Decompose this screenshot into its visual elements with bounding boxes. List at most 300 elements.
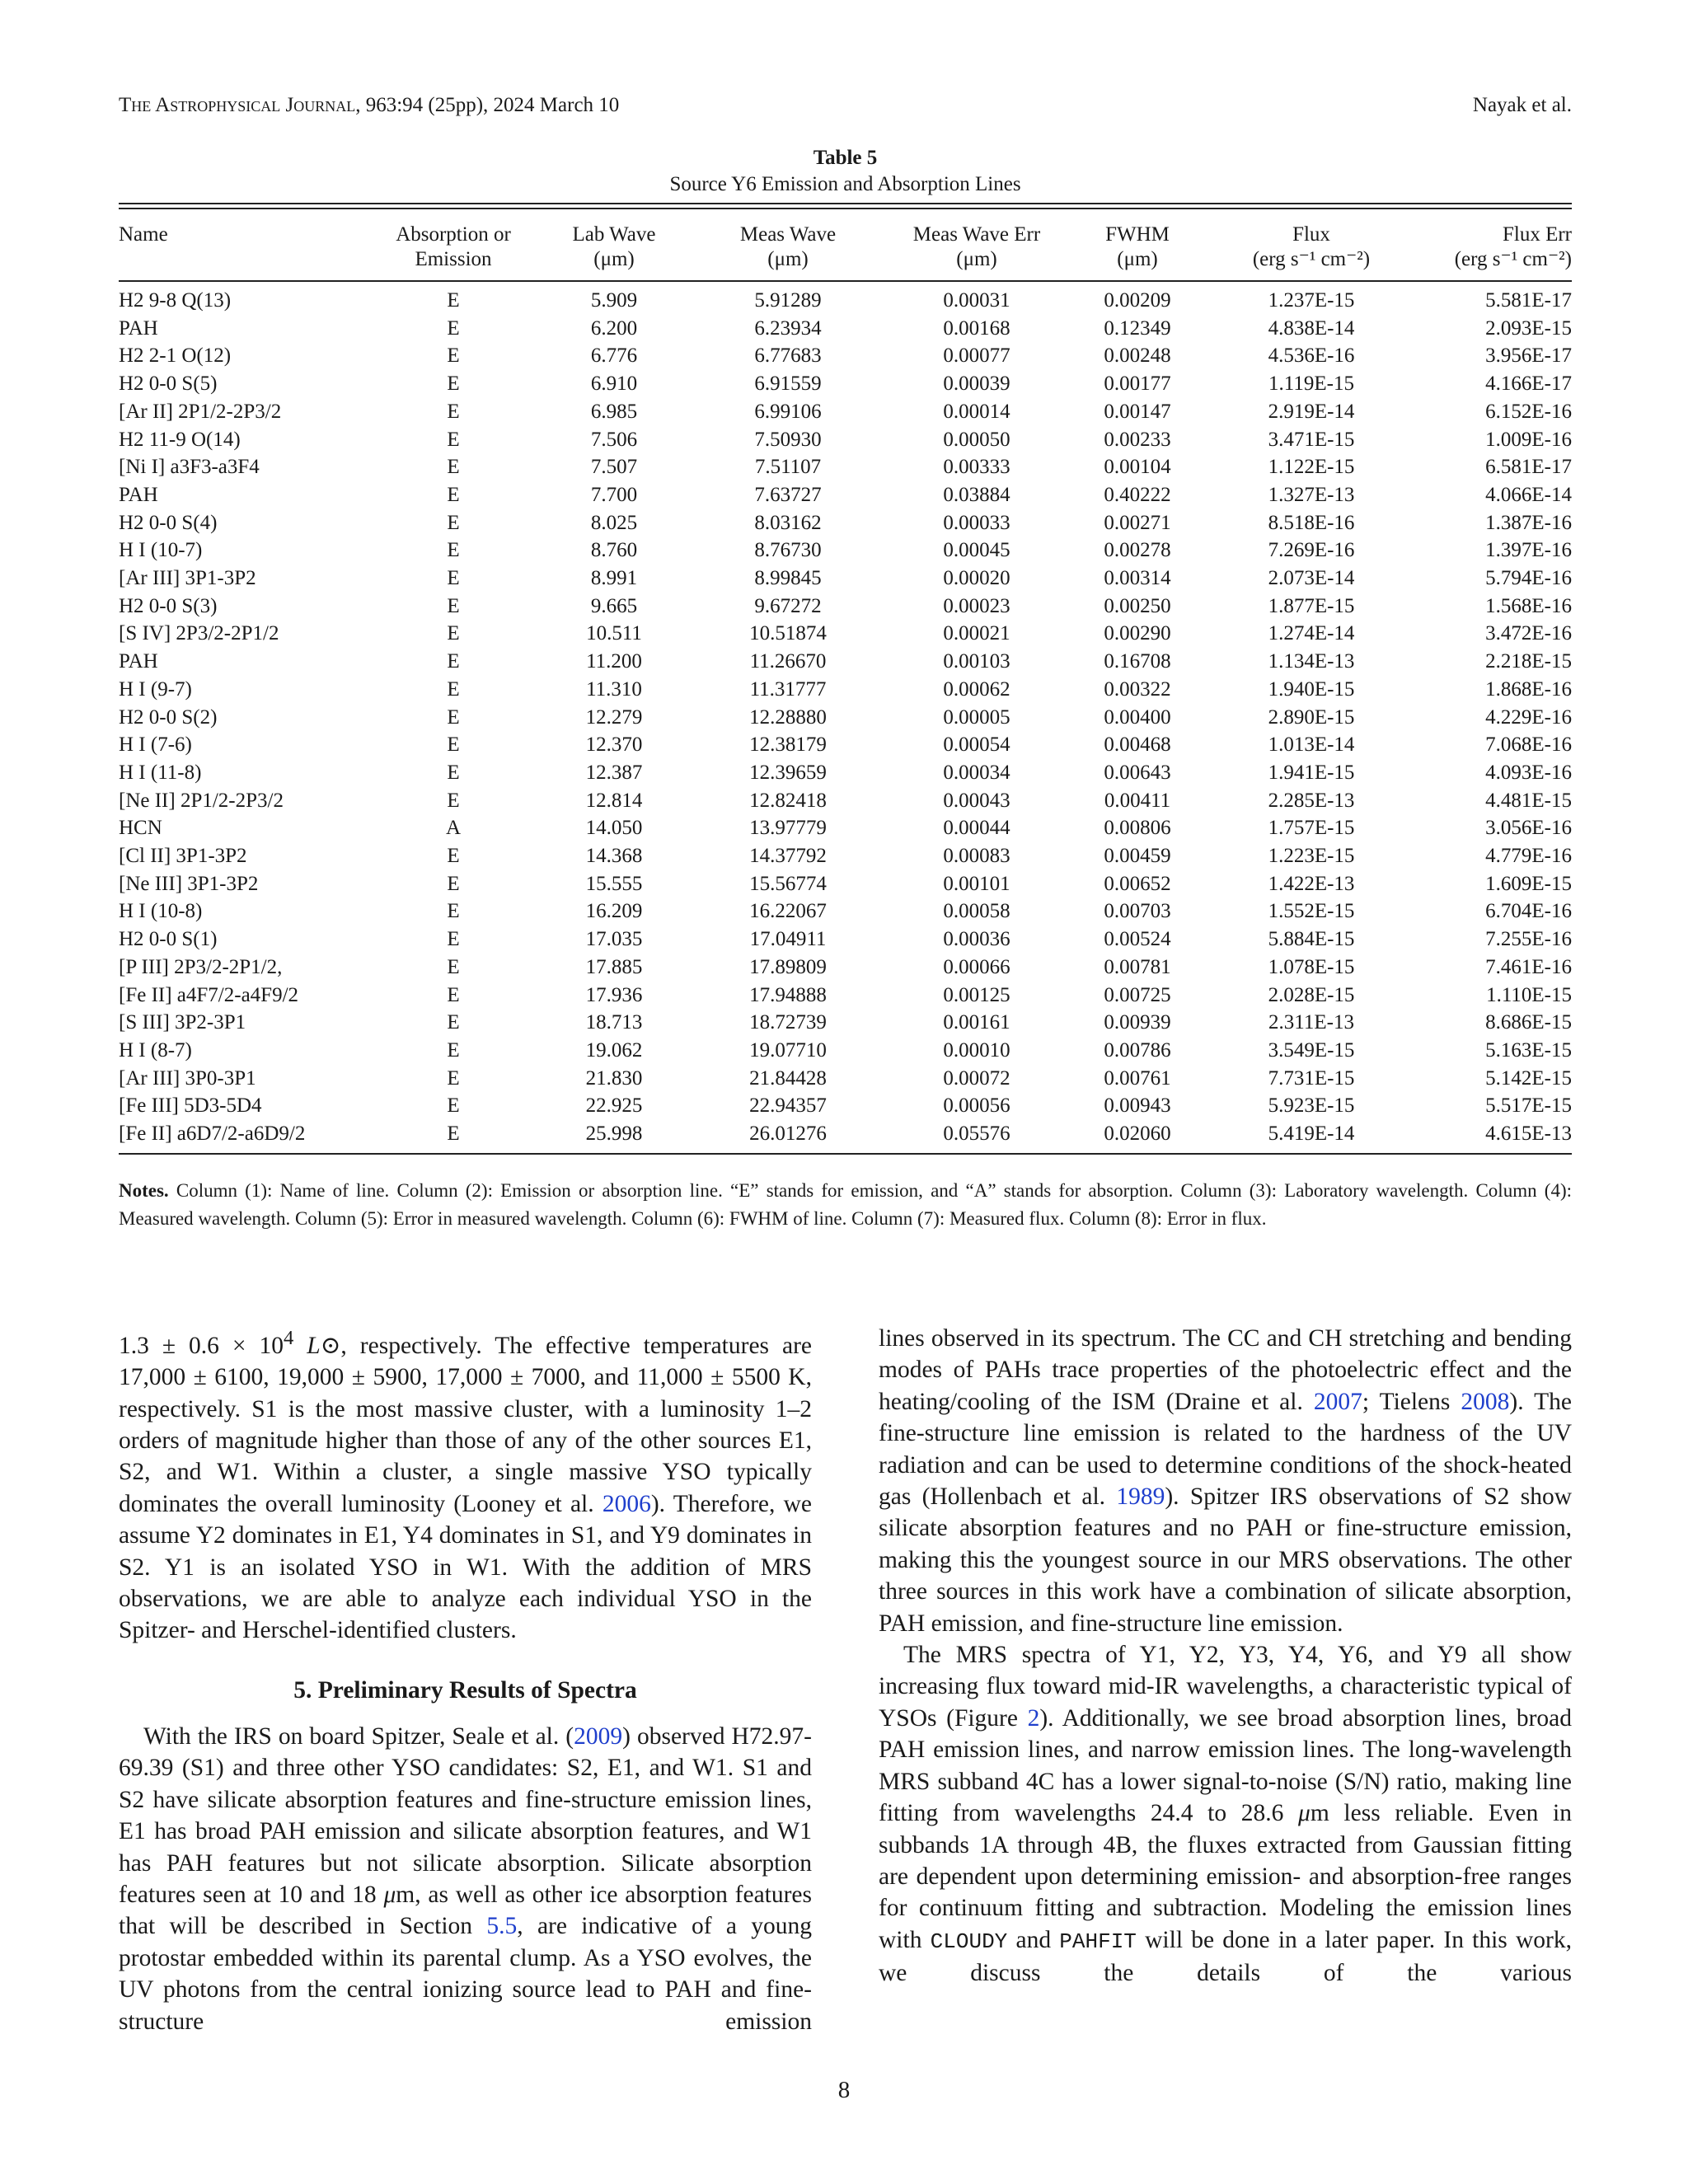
- fwhm-cell: 0.00322: [1104, 677, 1171, 701]
- table-row: [119, 281, 1572, 315]
- line-type-cell: E: [447, 983, 460, 1006]
- line-name-cell: [Ar II] 2P1/2-2P3/2: [119, 400, 282, 423]
- flux-cell: 4.536E-16: [1268, 344, 1355, 368]
- column-header-label: Name: [119, 223, 168, 246]
- citation-link[interactable]: 2: [1027, 1704, 1040, 1732]
- meas-wave-err-cell: 0.03884: [943, 483, 1010, 506]
- line-type-cell: E: [447, 511, 460, 534]
- meas-wave-err-cell: 0.00005: [943, 705, 1010, 729]
- meas-wave-err-cell: 0.00020: [943, 567, 1010, 590]
- meas-wave-cell: 17.94888: [749, 983, 827, 1006]
- meas-wave-cell: 6.23934: [754, 316, 822, 340]
- fwhm-cell: 0.00725: [1104, 983, 1171, 1006]
- meas-wave-err-cell: 0.00062: [943, 677, 1010, 701]
- meas-wave-cell: 12.38179: [749, 733, 827, 757]
- line-name-cell: PAH: [119, 483, 158, 506]
- line-name-cell: [Fe II] a4F7/2-a4F9/2: [119, 983, 299, 1006]
- fwhm-cell: 0.00781: [1104, 955, 1171, 978]
- table-header-row: [119, 209, 1572, 281]
- fwhm-cell: 0.40222: [1104, 483, 1171, 506]
- flux-cell: 8.518E-16: [1268, 511, 1355, 534]
- meas-wave-cell: 11.31777: [749, 677, 827, 701]
- flux-err-cell: 3.956E-17: [1485, 344, 1572, 368]
- meas-wave-cell: 14.37792: [749, 845, 827, 868]
- flux-err-cell: 7.461E-16: [1485, 955, 1572, 978]
- line-type-cell: E: [447, 289, 460, 312]
- lab-wave-cell: 12.370: [585, 733, 643, 757]
- text-run: The MRS spectra of Y1, Y2, Y3, Y4, Y6, and Y9 all show increasing flux toward mid-IR wavelengths, a characteristic typical of YSOs (Figure: [879, 1642, 1572, 1732]
- line-name-cell: [Cl II] 3P1-3P2: [119, 845, 247, 868]
- column-header-label: Lab Wave: [572, 223, 656, 246]
- table-body: [119, 281, 1572, 1148]
- flux-err-cell: 7.068E-16: [1485, 733, 1572, 757]
- italic-symbol: μ: [383, 1881, 396, 1908]
- meas-wave-err-cell: 0.00014: [943, 400, 1010, 423]
- fwhm-cell: 0.00459: [1104, 845, 1171, 868]
- flux-cell: 1.078E-15: [1268, 955, 1355, 978]
- meas-wave-cell: 5.91289: [754, 289, 822, 312]
- line-type-cell: E: [447, 1094, 460, 1118]
- meas-wave-cell: 18.72739: [749, 1011, 827, 1034]
- fwhm-cell: 0.00943: [1104, 1094, 1171, 1118]
- line-type-cell: E: [447, 400, 460, 423]
- meas-wave-cell: 11.26670: [749, 650, 827, 673]
- meas-wave-err-cell: 0.00039: [943, 373, 1010, 396]
- flux-cell: 2.890E-15: [1268, 705, 1355, 729]
- flux-cell: 3.549E-15: [1268, 1038, 1355, 1062]
- flux-err-cell: 5.142E-15: [1485, 1066, 1572, 1090]
- flux-cell: 1.552E-15: [1268, 900, 1355, 923]
- line-name-cell: H I (9-7): [119, 677, 192, 701]
- fwhm-cell: 0.00468: [1104, 733, 1171, 757]
- meas-wave-err-cell: 0.00103: [943, 650, 1010, 673]
- table-row: [119, 537, 1572, 565]
- table-row: [119, 565, 1572, 593]
- meas-wave-cell: 19.07710: [749, 1038, 827, 1062]
- column-header-unit: (erg s⁻¹ cm⁻²): [1252, 248, 1371, 270]
- table-row: [119, 648, 1572, 676]
- paragraph: [879, 1639, 1572, 1989]
- table-row: [119, 620, 1572, 648]
- line-name-cell: H2 0-0 S(4): [119, 511, 218, 534]
- text-run: ). The fine-structure line emission is related to the hardness of the UV radiation and can be used to determine conditions of the shock-heated gas (Hollenbach et al.: [879, 1388, 1572, 1511]
- lab-wave-cell: 14.050: [585, 817, 643, 840]
- citation: , 963:94 (25pp), 2024 March 10: [355, 94, 620, 116]
- flux-err-cell: 4.093E-16: [1485, 761, 1572, 784]
- line-name-cell: PAH: [119, 650, 158, 673]
- line-name-cell: H2 0-0 S(5): [119, 373, 218, 396]
- table-number: Table 5: [813, 147, 878, 169]
- flux-cell: 1.327E-13: [1268, 483, 1355, 506]
- fwhm-cell: 0.00147: [1104, 400, 1171, 423]
- line-name-cell: [Ne II] 2P1/2-2P3/2: [119, 789, 284, 812]
- citation-link[interactable]: 5.5: [486, 1913, 518, 1940]
- lab-wave-cell: 17.885: [585, 955, 643, 978]
- meas-wave-err-cell: 0.00044: [943, 817, 1010, 840]
- line-name-cell: H I (8-7): [119, 1038, 192, 1062]
- line-name-cell: H I (11-8): [119, 761, 202, 784]
- table-row: [119, 453, 1572, 481]
- flux-err-cell: 6.152E-16: [1485, 400, 1572, 423]
- table-row: [119, 704, 1572, 732]
- text-run: will be done in a later paper. In this work, we discuss the details of the various: [879, 1926, 1572, 1987]
- column-header-unit: (μm): [956, 248, 997, 270]
- table-row: [119, 787, 1572, 815]
- fwhm-cell: 0.00278: [1104, 539, 1171, 562]
- flux-cell: 1.237E-15: [1268, 289, 1355, 312]
- meas-wave-cell: 26.01276: [749, 1122, 827, 1146]
- meas-wave-cell: 15.56774: [749, 872, 827, 895]
- table-caption: Source Y6 Emission and Absorption Lines: [669, 173, 1021, 195]
- lab-wave-cell: 5.909: [590, 289, 638, 312]
- flux-err-cell: 4.779E-16: [1485, 845, 1572, 868]
- line-name-cell: H I (10-7): [119, 539, 203, 562]
- meas-wave-cell: 17.04911: [749, 928, 827, 951]
- flux-cell: 3.471E-15: [1268, 428, 1355, 451]
- meas-wave-err-cell: 0.00161: [943, 1011, 1010, 1034]
- flux-err-cell: 5.794E-16: [1485, 567, 1572, 590]
- meas-wave-cell: 10.51874: [749, 622, 827, 645]
- table-row: [119, 759, 1572, 787]
- line-type-cell: E: [447, 650, 460, 673]
- line-type-cell: E: [447, 316, 460, 340]
- paragraph: [879, 1323, 1572, 1639]
- flux-err-cell: 1.397E-16: [1485, 539, 1572, 562]
- line-type-cell: E: [447, 539, 460, 562]
- table-row: [119, 676, 1572, 704]
- line-name-cell: H2 0-0 S(3): [119, 594, 218, 617]
- table-container: [119, 203, 1572, 1155]
- flux-cell: 1.122E-15: [1268, 456, 1355, 479]
- body-column-left: [119, 1323, 812, 2037]
- column-header-unit: (μm): [767, 248, 809, 270]
- flux-err-cell: 2.218E-15: [1485, 650, 1572, 673]
- lab-wave-cell: 10.511: [586, 622, 642, 645]
- fwhm-cell: 0.00271: [1104, 511, 1171, 534]
- line-type-cell: E: [447, 789, 460, 812]
- lab-wave-cell: 8.025: [590, 511, 638, 534]
- flux-cell: 1.134E-13: [1268, 650, 1355, 673]
- flux-err-cell: 7.255E-16: [1485, 928, 1572, 951]
- meas-wave-err-cell: 0.00072: [943, 1066, 1010, 1090]
- line-name-cell: H I (7-6): [119, 733, 192, 757]
- line-type-cell: E: [447, 456, 460, 479]
- table-row: [119, 342, 1572, 370]
- line-type-cell: A: [445, 817, 462, 840]
- fwhm-cell: 0.16708: [1104, 650, 1171, 673]
- notes-text: Column (1): Name of line. Column (2): Emission or absorption line. “E” stands for emission, and “A” stands for absorption. Column (3): Laboratory wavelength. Column (4): Measured wavelength. Column (5): Error in measured wavelength. Column (6): FWHM of line. Column (7): Measured flux. Column (8): Error in flux.: [119, 1180, 1572, 1229]
- flux-cell: 7.731E-15: [1268, 1066, 1355, 1090]
- table-row: [119, 842, 1572, 870]
- fwhm-cell: 0.00400: [1104, 705, 1171, 729]
- meas-wave-err-cell: 0.00066: [943, 955, 1010, 978]
- meas-wave-err-cell: 0.00083: [943, 845, 1010, 868]
- column-header: [889, 209, 1065, 281]
- emission-lines-table: [119, 209, 1572, 1148]
- meas-wave-err-cell: 0.00031: [943, 289, 1010, 312]
- meas-wave-cell: 22.94357: [749, 1094, 827, 1118]
- code-name: CLOUDY: [930, 1929, 1008, 1954]
- lab-wave-cell: 12.279: [585, 705, 643, 729]
- lab-wave-cell: 15.555: [585, 872, 643, 895]
- table-row: [119, 509, 1572, 537]
- lab-wave-cell: 7.700: [590, 483, 638, 506]
- flux-cell: 7.269E-16: [1268, 539, 1355, 562]
- fwhm-cell: 0.00939: [1104, 1011, 1171, 1034]
- meas-wave-err-cell: 0.05576: [943, 1122, 1010, 1146]
- table-row: [119, 898, 1572, 926]
- meas-wave-cell: 6.91559: [754, 373, 822, 396]
- section-heading: 5. Preliminary Results of Spectra: [293, 1676, 637, 1704]
- column-header: [1210, 209, 1413, 281]
- column-header-label: Flux Err: [1502, 223, 1572, 246]
- line-type-cell: E: [447, 928, 460, 951]
- fwhm-cell: 0.00314: [1104, 567, 1171, 590]
- meas-wave-cell: 12.82418: [749, 789, 827, 812]
- text-run: m less reliable. Even in subbands 1A through 4B, the fluxes extracted from Gaussian fitting are dependent upon determining emission- and absorption-free ranges for continuum fitting and subtraction. Modeling the emission lines with: [879, 1800, 1573, 1953]
- flux-err-cell: 2.093E-15: [1485, 316, 1572, 340]
- line-name-cell: H2 11-9 O(14): [119, 428, 241, 451]
- notes-label: Notes.: [119, 1180, 169, 1201]
- line-name-cell: [Ni I] a3F3-a3F4: [119, 456, 260, 479]
- fwhm-cell: 0.00290: [1104, 622, 1171, 645]
- table-row: [119, 926, 1572, 954]
- body-column-right: [879, 1323, 1572, 1990]
- flux-err-cell: 1.568E-16: [1485, 594, 1572, 617]
- fwhm-cell: 0.00643: [1104, 761, 1171, 784]
- flux-err-cell: 1.868E-16: [1485, 677, 1572, 701]
- meas-wave-cell: 8.03162: [754, 511, 822, 534]
- table-row: [119, 870, 1572, 898]
- citation-link[interactable]: 2007: [1313, 1388, 1362, 1415]
- fwhm-cell: 0.12349: [1104, 316, 1171, 340]
- meas-wave-err-cell: 0.00125: [943, 983, 1010, 1006]
- meas-wave-cell: 8.76730: [754, 539, 822, 562]
- flux-cell: 1.119E-15: [1268, 373, 1354, 396]
- code-name: PAHFIT: [1059, 1929, 1137, 1954]
- table-row: [119, 481, 1572, 509]
- fwhm-cell: 0.00233: [1104, 428, 1171, 451]
- meas-wave-err-cell: 0.00021: [943, 622, 1010, 645]
- meas-wave-err-cell: 0.00077: [943, 344, 1010, 368]
- meas-wave-err-cell: 0.00033: [943, 511, 1010, 534]
- meas-wave-err-cell: 0.00168: [943, 316, 1010, 340]
- column-header-unit: (μm): [593, 248, 635, 270]
- line-name-cell: [Ar III] 3P1-3P2: [119, 567, 256, 590]
- line-name-cell: H2 2-1 O(12): [119, 344, 232, 368]
- text-run: ). Spitzer IRS observations of S2 show silicate absorption features and no PAH or fine-structure emission, making this the youngest source in our MRS observations. The other three sources in this work have a combination of silicate absorption, PAH emission, and fine-structure line emission.: [879, 1483, 1572, 1637]
- line-name-cell: H2 0-0 S(2): [119, 705, 218, 729]
- meas-wave-cell: 6.77683: [754, 344, 822, 368]
- citation-link[interactable]: 2008: [1461, 1388, 1510, 1415]
- table-row: [119, 1120, 1572, 1148]
- flux-err-cell: 4.166E-17: [1485, 373, 1572, 396]
- line-type-cell: E: [447, 428, 460, 451]
- journal-citation: [119, 94, 619, 117]
- flux-cell: 2.311E-13: [1268, 1011, 1354, 1034]
- lab-wave-cell: 17.035: [585, 928, 643, 951]
- meas-wave-err-cell: 0.00054: [943, 733, 1010, 757]
- meas-wave-err-cell: 0.00333: [943, 456, 1010, 479]
- italic-symbol: L: [307, 1332, 321, 1359]
- flux-err-cell: 1.110E-15: [1486, 983, 1572, 1006]
- table-row: [119, 954, 1572, 982]
- table-row: [119, 1065, 1572, 1093]
- meas-wave-err-cell: 0.00056: [943, 1094, 1010, 1118]
- meas-wave-err-cell: 0.00036: [943, 928, 1010, 951]
- lab-wave-cell: 8.991: [590, 567, 638, 590]
- table-row: [119, 1037, 1572, 1065]
- flux-cell: 1.941E-15: [1268, 761, 1355, 784]
- line-type-cell: E: [447, 1066, 460, 1090]
- fwhm-cell: 0.00524: [1104, 928, 1171, 951]
- text-run: lines observed in its spectrum. The CC and CH stretching and bending modes of PAHs trace properties of the photoelectric effect and the heating/cooling of the ISM (Draine et al.: [879, 1325, 1572, 1415]
- flux-cell: 4.838E-14: [1268, 316, 1355, 340]
- lab-wave-cell: 12.387: [585, 761, 643, 784]
- citation-link[interactable]: 2006: [602, 1490, 651, 1517]
- meas-wave-cell: 7.51107: [754, 456, 822, 479]
- meas-wave-cell: 7.63727: [754, 483, 822, 506]
- line-name-cell: H I (10-8): [119, 900, 203, 923]
- lab-wave-cell: 6.910: [590, 373, 638, 396]
- column-header: [687, 209, 889, 281]
- flux-cell: 2.285E-13: [1268, 789, 1355, 812]
- column-header-unit: Emission: [415, 248, 492, 270]
- fwhm-cell: 0.00248: [1104, 344, 1171, 368]
- fwhm-cell: 0.00786: [1104, 1038, 1171, 1062]
- table-bottom-rule: [119, 1153, 1572, 1155]
- line-type-cell: E: [447, 622, 460, 645]
- table-row: [119, 315, 1572, 343]
- text-run: ). Additionally, we see broad absorption lines, broad PAH emission lines, and narrow emission lines. The long-wavelength MRS subband 4C has a lower signal-to-noise (S/N) ratio, making line fitting from wavelengths 24.4 to 28.6: [879, 1704, 1572, 1827]
- meas-wave-cell: 7.50930: [754, 428, 822, 451]
- fwhm-cell: 0.00250: [1104, 594, 1171, 617]
- lab-wave-cell: 11.310: [586, 677, 642, 701]
- meas-wave-cell: 12.28880: [749, 705, 827, 729]
- meas-wave-cell: 17.89809: [749, 955, 827, 978]
- line-type-cell: E: [447, 845, 460, 868]
- line-name-cell: [Ne III] 3P1-3P2: [119, 872, 259, 895]
- text-run: , are indicative of a young protostar embedded within its parental clump. As a YSO evolves, the UV photons from the central ionizing source lead to PAH and fine-structure emission: [119, 1913, 813, 2035]
- fwhm-cell: 0.00177: [1104, 373, 1171, 396]
- column-header-label: Meas Wave: [739, 223, 837, 246]
- flux-err-cell: 5.163E-15: [1485, 1038, 1572, 1062]
- flux-cell: 5.923E-15: [1268, 1094, 1355, 1118]
- fwhm-cell: 0.02060: [1104, 1122, 1171, 1146]
- table-row: [119, 593, 1572, 621]
- fwhm-cell: 0.00761: [1104, 1066, 1171, 1090]
- table-row: [119, 982, 1572, 1010]
- lab-wave-cell: 16.209: [585, 900, 643, 923]
- fwhm-cell: 0.00806: [1104, 817, 1171, 840]
- text-run: ⊙, respectively. The effective temperatures are 17,000 ± 6100, 19,000 ± 5900, 17,000 ± 7000, and 11,000 ± 5500 K, respectively. S1 is the most massive cluster, with a luminosity 1–2 orders of magnitude higher than those of any of the other sources E1, S2, and W1. Within a cluster, a single massive YSO typically dominates the overall luminosity (Looney et al.: [119, 1332, 813, 1517]
- table-row: [119, 1092, 1572, 1120]
- line-type-cell: E: [447, 1122, 460, 1146]
- lab-wave-cell: 19.062: [585, 1038, 643, 1062]
- flux-err-cell: 4.481E-15: [1485, 789, 1572, 812]
- meas-wave-cell: 6.99106: [754, 400, 822, 423]
- table-row: [119, 1009, 1572, 1037]
- column-header: [119, 209, 366, 281]
- table-row: [119, 814, 1572, 842]
- line-name-cell: H2 0-0 S(1): [119, 928, 218, 951]
- fwhm-cell: 0.00411: [1104, 789, 1171, 812]
- line-type-cell: E: [447, 733, 460, 757]
- column-header-label: Meas Wave Err: [912, 223, 1041, 246]
- lab-wave-cell: 17.936: [585, 983, 643, 1006]
- citation-link[interactable]: 1989: [1116, 1483, 1165, 1511]
- journal-name: The Astrophysical Journal: [119, 94, 356, 116]
- line-type-cell: E: [447, 900, 460, 923]
- fwhm-cell: 0.00652: [1104, 872, 1171, 895]
- column-header: [1065, 209, 1210, 281]
- flux-err-cell: 1.009E-16: [1485, 428, 1572, 451]
- flux-err-cell: 4.615E-13: [1485, 1122, 1572, 1146]
- line-type-cell: E: [447, 677, 460, 701]
- fwhm-cell: 0.00209: [1104, 289, 1171, 312]
- line-type-cell: E: [447, 344, 460, 368]
- meas-wave-cell: 9.67272: [754, 594, 822, 617]
- column-header: [1413, 209, 1572, 281]
- text-run: [293, 1333, 307, 1359]
- column-header-unit: (μm): [1117, 248, 1158, 270]
- meas-wave-err-cell: 0.00043: [943, 789, 1010, 812]
- line-type-cell: E: [447, 955, 460, 978]
- flux-cell: 2.073E-14: [1268, 567, 1355, 590]
- fwhm-cell: 0.00703: [1104, 900, 1171, 923]
- running-head: [119, 94, 1572, 117]
- lab-wave-cell: 11.200: [586, 650, 642, 673]
- line-type-cell: E: [447, 483, 460, 506]
- flux-cell: 1.877E-15: [1268, 594, 1355, 617]
- table-row: [119, 426, 1572, 454]
- line-name-cell: PAH: [119, 316, 158, 340]
- column-header: [541, 209, 687, 281]
- lab-wave-cell: 21.830: [585, 1066, 643, 1090]
- text-run: ). Therefore, we assume Y2 dominates in E1, Y4 dominates in S1, and Y9 dominates in S2. Y1 is an isolated YSO in W1. With the addition of MRS observations, we are able to analyze each individual YSO in the Spitzer- and Herschel-identified clusters.: [119, 1490, 812, 1644]
- flux-cell: 1.757E-15: [1268, 817, 1355, 840]
- italic-symbol: μ: [1298, 1800, 1311, 1827]
- meas-wave-err-cell: 0.00045: [943, 539, 1010, 562]
- flux-err-cell: 8.686E-15: [1485, 1011, 1572, 1034]
- meas-wave-err-cell: 0.00058: [943, 900, 1010, 923]
- flux-cell: 1.422E-13: [1268, 872, 1355, 895]
- fwhm-cell: 0.00104: [1104, 456, 1171, 479]
- flux-err-cell: 6.704E-16: [1485, 900, 1572, 923]
- citation-link[interactable]: 2009: [574, 1722, 623, 1750]
- meas-wave-cell: 12.39659: [749, 761, 827, 784]
- authors: Nayak et al.: [1472, 94, 1572, 116]
- meas-wave-cell: 8.99845: [754, 567, 822, 590]
- lab-wave-cell: 8.760: [590, 539, 638, 562]
- line-type-cell: E: [447, 373, 460, 396]
- flux-err-cell: 3.472E-16: [1485, 622, 1572, 645]
- line-type-cell: E: [447, 761, 460, 784]
- text-run: With the IRS on board Spitzer, Seale et al. (: [143, 1722, 574, 1750]
- paragraph: [119, 1323, 812, 1647]
- line-type-cell: E: [447, 1011, 460, 1034]
- line-name-cell: H2 9-8 Q(13): [119, 289, 232, 312]
- line-name-cell: [Ar III] 3P0-3P1: [119, 1066, 256, 1090]
- table-row: [119, 370, 1572, 398]
- table-row: [119, 731, 1572, 759]
- lab-wave-cell: 9.665: [590, 594, 638, 617]
- line-name-cell: [P III] 2P3/2-2P1/2,: [119, 955, 283, 978]
- page-number: 8: [837, 2077, 851, 2103]
- lab-wave-cell: 18.713: [585, 1011, 643, 1034]
- flux-err-cell: 5.581E-17: [1485, 289, 1572, 312]
- text-run: m, as well as other ice absorption features that will be described in Section: [119, 1881, 813, 1940]
